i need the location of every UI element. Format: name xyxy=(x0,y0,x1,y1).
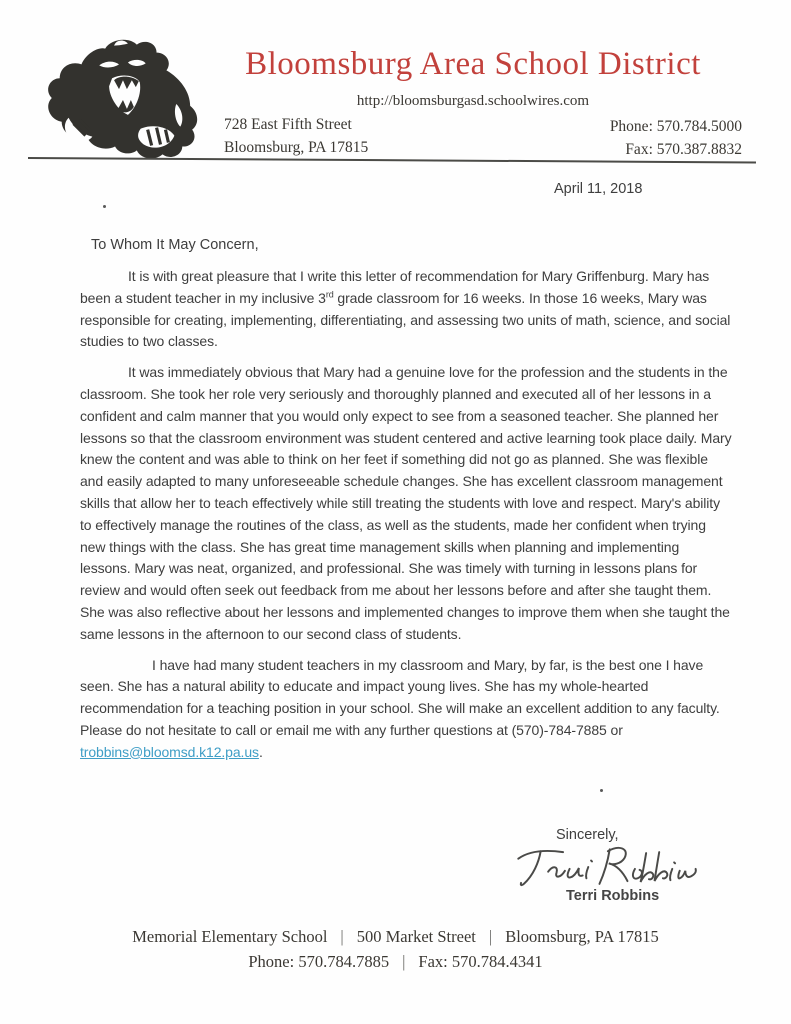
district-address xyxy=(224,114,368,159)
address-line-1: 728 East Fifth Street xyxy=(224,116,352,133)
paragraph-3 xyxy=(80,655,732,764)
district-name: Bloomsburg Area School District xyxy=(245,46,701,82)
footer-separator: | xyxy=(488,927,493,946)
paragraph-1 xyxy=(80,266,732,353)
paragraph-3-text-cont: . xyxy=(258,743,263,760)
scan-speck xyxy=(103,205,106,208)
closing: Sincerely, xyxy=(556,827,619,843)
signer-name: Terri Robbins xyxy=(566,888,660,904)
footer-separator: | xyxy=(402,952,406,971)
letter-body xyxy=(80,266,732,764)
panther-logo xyxy=(36,34,204,166)
footer-line-1 xyxy=(0,924,791,949)
paragraph-2: It was immediately obvious that Mary had a genuine love for the profession and the students in the classroom. She took her role very seriously and thoroughly planned and executed all of her lessons in a confident and calm manner that you would only expect to see from a seasoned teacher. She planned her lessons so that the classroom environment was student centered and active learning took place daily. Mary knew the content and was able to think on her feet if something did not go as planned. She was flexible and easily adapted to many unforeseeable schedule changes. She has excellent classroom management skills that allow her to teach effectively while still treating the students with love and respect. Mary's ability to effectively manage the routines of the class, as well as the students, made her confident when trying new things with the class. She has great time management skills when planning and implementing lessons. Mary was neat, organized, and professional. She was timely with turning in lessons plans for review and would often seek out feedback from me about her lessons before and after she taught them. She was also reflective about her lessons and implemented changes to improve them when she taught the same lessons in the afternoon to our second class of students. xyxy=(80,364,732,642)
ordinal-superscript: rd xyxy=(325,289,334,300)
district-website: http://bloomsburgasd.schoolwires.com xyxy=(356,93,590,109)
footer-street: 500 Market Street xyxy=(356,927,476,946)
paragraph-1-text: It is with great pleasure that I write this letter of recommendation for Mary Griffenburg. Mary has been a student teacher in my inclusive 3 xyxy=(80,268,710,306)
footer-fax: Fax: 570.784.4341 xyxy=(418,952,543,971)
district-phone: Phone: 570.784.5000 xyxy=(609,118,742,135)
district-fax: Fax: 570.387.8832 xyxy=(625,140,742,158)
footer-phone: Phone: 570.784.7885 xyxy=(248,952,390,971)
footer-line-2 xyxy=(0,949,791,974)
paragraph-3-text: I have had many student teachers in my classroom and Mary, by far, is the best one I have seen. She has a natural ability to educate and impact young lives. She has my whole-hearted recommendation for a teaching position in your school. She will make an excellent addition to any faculty. Please do not hesitate to call or email me with any further questions at (570)-784-7885 or xyxy=(80,656,720,738)
scan-speck xyxy=(600,789,603,792)
email-link[interactable]: trobbins@bloomsd.k12.pa.us xyxy=(80,743,259,760)
footer-school: Memorial Elementary School xyxy=(132,927,328,946)
school-footer xyxy=(0,924,791,974)
letter-date: April 11, 2018 xyxy=(554,181,643,197)
paragraph-1-text-cont: grade classroom for 16 weeks. In those 16 weeks, Mary was responsible for creating, implementing, differentiating, and assessing two units of math, science, and social studies to two classes. xyxy=(80,289,731,350)
footer-separator: | xyxy=(340,927,344,946)
district-contact xyxy=(540,116,742,161)
salutation: To Whom It May Concern, xyxy=(91,237,259,253)
address-line-2: Bloomsburg, PA 17815 xyxy=(224,138,369,156)
footer-city: Bloomsburg, PA 17815 xyxy=(505,927,659,946)
